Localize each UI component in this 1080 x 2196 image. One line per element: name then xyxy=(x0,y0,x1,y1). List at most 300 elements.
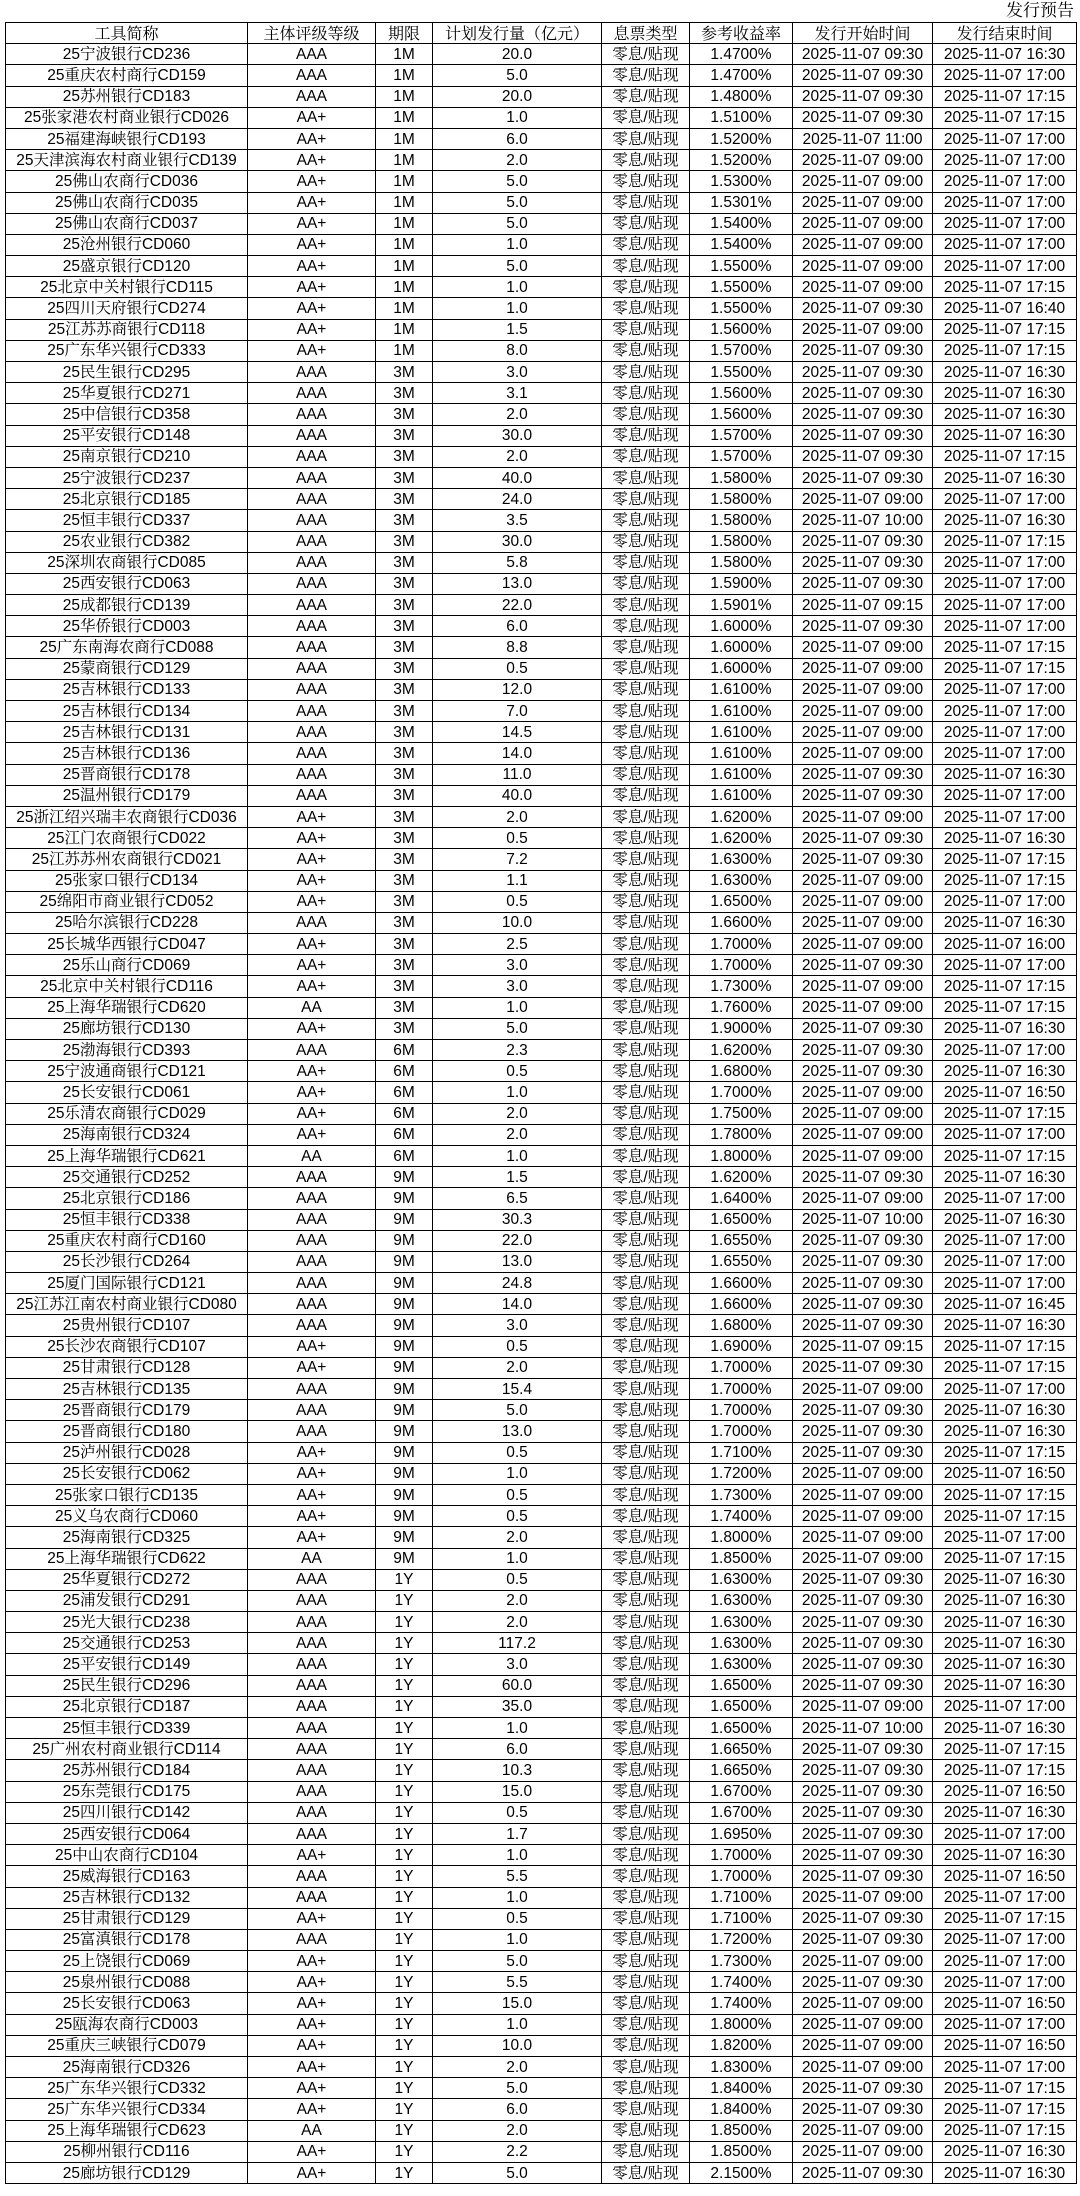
cell-term: 1Y xyxy=(376,2014,433,2035)
cell-term: 3M xyxy=(376,616,433,637)
cell-planned-amount: 6.0 xyxy=(433,128,602,149)
cell-instrument: 25佛山农商行CD036 xyxy=(6,171,248,192)
cell-reference-yield: 1.5600% xyxy=(690,404,793,425)
table-row xyxy=(6,65,1077,86)
cell-start-time: 2025-11-07 09:30 xyxy=(793,2099,933,2120)
cell-planned-amount: 0.5 xyxy=(433,891,602,912)
cell-instrument: 25长安银行CD063 xyxy=(6,1993,248,2014)
table-row xyxy=(6,573,1077,594)
cell-start-time: 2025-11-07 09:00 xyxy=(793,658,933,679)
cell-reference-yield: 1.7400% xyxy=(690,1506,793,1527)
cell-planned-amount: 0.5 xyxy=(433,1569,602,1590)
cell-start-time: 2025-11-07 09:00 xyxy=(793,1887,933,1908)
cell-term: 3M xyxy=(376,404,433,425)
cell-planned-amount: 20.0 xyxy=(433,44,602,65)
cell-reference-yield: 1.5500% xyxy=(690,362,793,383)
cell-end-time: 2025-11-07 17:00 xyxy=(933,806,1077,827)
cell-end-time: 2025-11-07 17:00 xyxy=(933,1188,1077,1209)
cell-rating: AA xyxy=(248,2120,376,2141)
cell-rating: AAA xyxy=(248,658,376,679)
cell-planned-amount: 13.0 xyxy=(433,573,602,594)
cell-instrument: 25重庆农村商行CD159 xyxy=(6,65,248,86)
cell-start-time: 2025-11-07 09:30 xyxy=(793,1929,933,1950)
cell-planned-amount: 1.7 xyxy=(433,1823,602,1844)
cell-start-time: 2025-11-07 09:00 xyxy=(793,1188,933,1209)
cell-end-time: 2025-11-07 17:00 xyxy=(933,1040,1077,1061)
cell-term: 9M xyxy=(376,1548,433,1569)
cell-term: 1M xyxy=(376,298,433,319)
cell-instrument: 25张家港农村商业银行CD026 xyxy=(6,107,248,128)
cell-rating: AAA xyxy=(248,1696,376,1717)
table-row xyxy=(6,743,1077,764)
cell-term: 9M xyxy=(376,1209,433,1230)
cell-start-time: 2025-11-07 09:15 xyxy=(793,1336,933,1357)
cell-instrument: 25佛山农商行CD037 xyxy=(6,213,248,234)
cell-rating: AAA xyxy=(248,1929,376,1950)
cell-end-time: 2025-11-07 17:15 xyxy=(933,1103,1077,1124)
cell-end-time: 2025-11-07 17:15 xyxy=(933,976,1077,997)
cell-start-time: 2025-11-07 09:30 xyxy=(793,1273,933,1294)
cell-end-time: 2025-11-07 17:15 xyxy=(933,1442,1077,1463)
table-row xyxy=(6,976,1077,997)
cell-instrument: 25福建海峡银行CD193 xyxy=(6,128,248,149)
cell-rating: AAA xyxy=(248,701,376,722)
cell-start-time: 2025-11-07 09:30 xyxy=(793,65,933,86)
cell-end-time: 2025-11-07 16:30 xyxy=(933,1167,1077,1188)
cell-reference-yield: 1.7000% xyxy=(690,1421,793,1442)
cell-end-time: 2025-11-07 17:00 xyxy=(933,213,1077,234)
cell-coupon-type: 零息/贴现 xyxy=(602,192,690,213)
cell-coupon-type: 零息/贴现 xyxy=(602,1675,690,1696)
cell-end-time: 2025-11-07 17:15 xyxy=(933,1739,1077,1760)
cell-instrument: 25贵州银行CD107 xyxy=(6,1315,248,1336)
cell-start-time: 2025-11-07 09:00 xyxy=(793,2035,933,2056)
cell-coupon-type: 零息/贴现 xyxy=(602,552,690,573)
cell-term: 3M xyxy=(376,362,433,383)
cell-term: 1Y xyxy=(376,1802,433,1823)
table-row xyxy=(6,1739,1077,1760)
table-row xyxy=(6,849,1077,870)
cell-rating: AA+ xyxy=(248,955,376,976)
cell-end-time: 2025-11-07 16:30 xyxy=(933,764,1077,785)
cell-reference-yield: 1.8400% xyxy=(690,2078,793,2099)
table-row xyxy=(6,2099,1077,2120)
cell-instrument: 25民生银行CD296 xyxy=(6,1675,248,1696)
cell-planned-amount: 5.0 xyxy=(433,192,602,213)
cell-coupon-type: 零息/贴现 xyxy=(602,319,690,340)
cell-start-time: 2025-11-07 09:30 xyxy=(793,955,933,976)
cell-coupon-type: 零息/贴现 xyxy=(602,785,690,806)
cell-term: 9M xyxy=(376,1527,433,1548)
table-row xyxy=(6,340,1077,361)
cell-term: 1Y xyxy=(376,1845,433,1866)
cell-term: 3M xyxy=(376,701,433,722)
cell-rating: AAA xyxy=(248,785,376,806)
cell-term: 3M xyxy=(376,573,433,594)
table-row xyxy=(6,1675,1077,1696)
cell-reference-yield: 1.6500% xyxy=(690,1675,793,1696)
cell-planned-amount: 6.5 xyxy=(433,1188,602,1209)
cell-reference-yield: 1.8000% xyxy=(690,1527,793,1548)
cell-start-time: 2025-11-07 09:30 xyxy=(793,298,933,319)
cell-start-time: 2025-11-07 09:30 xyxy=(793,446,933,467)
cell-instrument: 25浦发银行CD291 xyxy=(6,1590,248,1611)
table-row xyxy=(6,277,1077,298)
cell-end-time: 2025-11-07 17:00 xyxy=(933,595,1077,616)
cell-reference-yield: 1.7500% xyxy=(690,1103,793,1124)
cell-start-time: 2025-11-07 09:30 xyxy=(793,1061,933,1082)
cell-start-time: 2025-11-07 09:30 xyxy=(793,86,933,107)
cell-start-time: 2025-11-07 09:30 xyxy=(793,1675,933,1696)
table-row xyxy=(6,1802,1077,1823)
cell-reference-yield: 2.1500% xyxy=(690,2162,793,2183)
cell-planned-amount: 40.0 xyxy=(433,785,602,806)
table-row xyxy=(6,1124,1077,1145)
cell-rating: AAA xyxy=(248,1251,376,1272)
table-row xyxy=(6,637,1077,658)
table-row xyxy=(6,1887,1077,1908)
cell-instrument: 25瓯海农商行CD003 xyxy=(6,2014,248,2035)
cell-rating: AAA xyxy=(248,404,376,425)
cell-rating: AA+ xyxy=(248,849,376,870)
cell-start-time: 2025-11-07 09:30 xyxy=(793,1357,933,1378)
cell-planned-amount: 0.5 xyxy=(433,1336,602,1357)
cell-instrument: 25江苏苏商银行CD118 xyxy=(6,319,248,340)
cell-planned-amount: 30.0 xyxy=(433,425,602,446)
cell-coupon-type: 零息/贴现 xyxy=(602,806,690,827)
table-row xyxy=(6,1040,1077,1061)
cell-planned-amount: 1.0 xyxy=(433,298,602,319)
cell-start-time: 2025-11-07 09:30 xyxy=(793,1781,933,1802)
cell-instrument: 25晋商银行CD178 xyxy=(6,764,248,785)
cell-planned-amount: 0.5 xyxy=(433,828,602,849)
cell-planned-amount: 15.4 xyxy=(433,1379,602,1400)
cell-start-time: 2025-11-07 10:00 xyxy=(793,1209,933,1230)
cell-planned-amount: 5.0 xyxy=(433,1951,602,1972)
cell-coupon-type: 零息/贴现 xyxy=(602,1400,690,1421)
cell-instrument: 25上海华瑞银行CD621 xyxy=(6,1145,248,1166)
cell-instrument: 25成都银行CD139 xyxy=(6,595,248,616)
cell-reference-yield: 1.6300% xyxy=(690,1633,793,1654)
cell-instrument: 25苏州银行CD183 xyxy=(6,86,248,107)
cell-rating: AA+ xyxy=(248,934,376,955)
cell-start-time: 2025-11-07 09:00 xyxy=(793,870,933,891)
cell-reference-yield: 1.6100% xyxy=(690,764,793,785)
cell-rating: AA+ xyxy=(248,256,376,277)
cell-start-time: 2025-11-07 09:00 xyxy=(793,1145,933,1166)
cell-end-time: 2025-11-07 17:00 xyxy=(933,722,1077,743)
cell-reference-yield: 1.7000% xyxy=(690,1866,793,1887)
cell-rating: AAA xyxy=(248,1590,376,1611)
cell-instrument: 25廊坊银行CD129 xyxy=(6,2162,248,2183)
cell-coupon-type: 零息/贴现 xyxy=(602,2035,690,2056)
cell-term: 3M xyxy=(376,870,433,891)
cell-start-time: 2025-11-07 09:00 xyxy=(793,2014,933,2035)
cell-instrument: 25威海银行CD163 xyxy=(6,1866,248,1887)
cell-planned-amount: 1.0 xyxy=(433,1845,602,1866)
table-row xyxy=(6,1103,1077,1124)
cell-term: 1M xyxy=(376,340,433,361)
cell-term: 1Y xyxy=(376,1590,433,1611)
cell-term: 3M xyxy=(376,828,433,849)
cell-start-time: 2025-11-07 09:00 xyxy=(793,2120,933,2141)
cell-term: 1Y xyxy=(376,1951,433,1972)
cell-coupon-type: 零息/贴现 xyxy=(602,1908,690,1929)
cell-instrument: 25重庆三峡银行CD079 xyxy=(6,2035,248,2056)
cell-start-time: 2025-11-07 09:00 xyxy=(793,1548,933,1569)
cell-reference-yield: 1.5800% xyxy=(690,489,793,510)
cell-planned-amount: 14.0 xyxy=(433,743,602,764)
cell-coupon-type: 零息/贴现 xyxy=(602,298,690,319)
cell-rating: AAA xyxy=(248,1887,376,1908)
cell-start-time: 2025-11-07 09:00 xyxy=(793,1463,933,1484)
cell-instrument: 25农业银行CD382 xyxy=(6,531,248,552)
table-row xyxy=(6,1273,1077,1294)
cell-rating: AA+ xyxy=(248,1103,376,1124)
table-row xyxy=(6,1421,1077,1442)
cell-planned-amount: 2.5 xyxy=(433,934,602,955)
cell-term: 3M xyxy=(376,425,433,446)
cell-instrument: 25恒丰银行CD337 xyxy=(6,510,248,531)
cell-instrument: 25海南银行CD324 xyxy=(6,1124,248,1145)
cell-term: 3M xyxy=(376,510,433,531)
cell-coupon-type: 零息/贴现 xyxy=(602,234,690,255)
cell-coupon-type: 零息/贴现 xyxy=(602,828,690,849)
cell-start-time: 2025-11-07 09:30 xyxy=(793,1760,933,1781)
cell-instrument: 25宁波银行CD237 xyxy=(6,467,248,488)
cell-end-time: 2025-11-07 17:15 xyxy=(933,1357,1077,1378)
cell-planned-amount: 1.0 xyxy=(433,1548,602,1569)
cell-start-time: 2025-11-07 09:30 xyxy=(793,1167,933,1188)
cell-planned-amount: 3.0 xyxy=(433,362,602,383)
cell-planned-amount: 0.5 xyxy=(433,1908,602,1929)
cell-instrument: 25上海华瑞银行CD623 xyxy=(6,2120,248,2141)
cell-instrument: 25交通银行CD252 xyxy=(6,1167,248,1188)
cell-coupon-type: 零息/贴现 xyxy=(602,743,690,764)
cell-term: 1M xyxy=(376,277,433,298)
cell-start-time: 2025-11-07 09:30 xyxy=(793,1315,933,1336)
cell-term: 1Y xyxy=(376,1612,433,1633)
cell-coupon-type: 零息/贴现 xyxy=(602,150,690,171)
cell-coupon-type: 零息/贴现 xyxy=(602,1251,690,1272)
cell-rating: AAA xyxy=(248,573,376,594)
cell-planned-amount: 3.0 xyxy=(433,1654,602,1675)
cell-reference-yield: 1.5800% xyxy=(690,467,793,488)
cell-term: 1M xyxy=(376,319,433,340)
cell-planned-amount: 30.3 xyxy=(433,1209,602,1230)
cell-term: 9M xyxy=(376,1379,433,1400)
cell-end-time: 2025-11-07 17:15 xyxy=(933,1145,1077,1166)
table-row xyxy=(6,213,1077,234)
table-row xyxy=(6,1209,1077,1230)
cell-term: 1M xyxy=(376,192,433,213)
cell-term: 3M xyxy=(376,934,433,955)
cell-start-time: 2025-11-07 09:30 xyxy=(793,1845,933,1866)
cell-instrument: 25重庆农村商行CD160 xyxy=(6,1230,248,1251)
cell-coupon-type: 零息/贴现 xyxy=(602,1718,690,1739)
cell-term: 6M xyxy=(376,1040,433,1061)
cell-term: 1Y xyxy=(376,1908,433,1929)
cell-start-time: 2025-11-07 09:00 xyxy=(793,1527,933,1548)
cell-instrument: 25江苏江南农村商业银行CD080 xyxy=(6,1294,248,1315)
cell-term: 1M xyxy=(376,171,433,192)
cell-reference-yield: 1.6900% xyxy=(690,1336,793,1357)
cell-end-time: 2025-11-07 17:00 xyxy=(933,192,1077,213)
cell-planned-amount: 2.0 xyxy=(433,1103,602,1124)
cell-planned-amount: 10.0 xyxy=(433,2035,602,2056)
cell-start-time: 2025-11-07 09:30 xyxy=(793,1972,933,1993)
table-row xyxy=(6,467,1077,488)
table-row xyxy=(6,192,1077,213)
cell-start-time: 2025-11-07 09:00 xyxy=(793,319,933,340)
cell-end-time: 2025-11-07 17:15 xyxy=(933,340,1077,361)
cell-term: 3M xyxy=(376,383,433,404)
table-row xyxy=(6,1379,1077,1400)
cell-end-time: 2025-11-07 17:15 xyxy=(933,86,1077,107)
cell-start-time: 2025-11-07 09:00 xyxy=(793,1696,933,1717)
col-header-coupon-type: 息票类型 xyxy=(602,23,690,44)
cell-planned-amount: 1.0 xyxy=(433,1718,602,1739)
cell-term: 1Y xyxy=(376,2035,433,2056)
cell-rating: AAA xyxy=(248,616,376,637)
cell-planned-amount: 14.0 xyxy=(433,1294,602,1315)
cell-rating: AAA xyxy=(248,1209,376,1230)
cell-reference-yield: 1.6300% xyxy=(690,1590,793,1611)
cell-rating: AAA xyxy=(248,489,376,510)
cell-reference-yield: 1.6100% xyxy=(690,785,793,806)
cell-start-time: 2025-11-07 09:00 xyxy=(793,277,933,298)
table-row xyxy=(6,298,1077,319)
cell-coupon-type: 零息/贴现 xyxy=(602,891,690,912)
cell-reference-yield: 1.6650% xyxy=(690,1760,793,1781)
cell-instrument: 25哈尔滨银行CD228 xyxy=(6,912,248,933)
cell-reference-yield: 1.6100% xyxy=(690,743,793,764)
table-row xyxy=(6,2057,1077,2078)
cell-rating: AAA xyxy=(248,1866,376,1887)
table-row xyxy=(6,2141,1077,2162)
cell-coupon-type: 零息/贴现 xyxy=(602,2120,690,2141)
cell-coupon-type: 零息/贴现 xyxy=(602,1972,690,1993)
cell-end-time: 2025-11-07 17:15 xyxy=(933,1506,1077,1527)
cell-planned-amount: 40.0 xyxy=(433,467,602,488)
cell-term: 1Y xyxy=(376,1739,433,1760)
cell-planned-amount: 5.0 xyxy=(433,213,602,234)
cell-coupon-type: 零息/贴现 xyxy=(602,489,690,510)
cell-term: 1Y xyxy=(376,2141,433,2162)
table-body xyxy=(6,44,1077,2184)
cell-term: 1Y xyxy=(376,2120,433,2141)
cell-planned-amount: 13.0 xyxy=(433,1421,602,1442)
cell-instrument: 25华侨银行CD003 xyxy=(6,616,248,637)
cell-start-time: 2025-11-07 09:00 xyxy=(793,997,933,1018)
cell-start-time: 2025-11-07 09:00 xyxy=(793,743,933,764)
cell-coupon-type: 零息/贴现 xyxy=(602,2099,690,2120)
cell-start-time: 2025-11-07 09:30 xyxy=(793,1908,933,1929)
cell-start-time: 2025-11-07 09:30 xyxy=(793,340,933,361)
table-row xyxy=(6,1018,1077,1039)
cell-instrument: 25广东华兴银行CD334 xyxy=(6,2099,248,2120)
cell-reference-yield: 1.7000% xyxy=(690,934,793,955)
cell-instrument: 25广州农村商业银行CD114 xyxy=(6,1739,248,1760)
cell-rating: AAA xyxy=(248,44,376,65)
cell-coupon-type: 零息/贴现 xyxy=(602,1209,690,1230)
cell-instrument: 25光大银行CD238 xyxy=(6,1612,248,1633)
cell-instrument: 25恒丰银行CD339 xyxy=(6,1718,248,1739)
cell-end-time: 2025-11-07 17:00 xyxy=(933,552,1077,573)
cell-start-time: 2025-11-07 09:30 xyxy=(793,1230,933,1251)
cell-coupon-type: 零息/贴现 xyxy=(602,1145,690,1166)
table-row xyxy=(6,1908,1077,1929)
table-row xyxy=(6,1633,1077,1654)
cell-coupon-type: 零息/贴现 xyxy=(602,870,690,891)
cell-end-time: 2025-11-07 17:15 xyxy=(933,870,1077,891)
cell-rating: AAA xyxy=(248,764,376,785)
cell-start-time: 2025-11-07 09:30 xyxy=(793,1251,933,1272)
cell-coupon-type: 零息/贴现 xyxy=(602,701,690,722)
cell-term: 3M xyxy=(376,785,433,806)
table-row xyxy=(6,764,1077,785)
cell-rating: AA+ xyxy=(248,891,376,912)
cell-coupon-type: 零息/贴现 xyxy=(602,383,690,404)
cell-instrument: 25苏州银行CD184 xyxy=(6,1760,248,1781)
cell-planned-amount: 24.0 xyxy=(433,489,602,510)
cell-reference-yield: 1.6500% xyxy=(690,1718,793,1739)
cell-start-time: 2025-11-07 09:00 xyxy=(793,934,933,955)
cell-instrument: 25泉州银行CD088 xyxy=(6,1972,248,1993)
cell-rating: AA+ xyxy=(248,2078,376,2099)
cell-coupon-type: 零息/贴现 xyxy=(602,1188,690,1209)
cell-reference-yield: 1.6400% xyxy=(690,1188,793,1209)
table-row xyxy=(6,44,1077,65)
cell-end-time: 2025-11-07 17:00 xyxy=(933,955,1077,976)
table-row xyxy=(6,171,1077,192)
cell-rating: AA+ xyxy=(248,1527,376,1548)
cell-term: 9M xyxy=(376,1188,433,1209)
cell-coupon-type: 零息/贴现 xyxy=(602,1315,690,1336)
cell-instrument: 25恒丰银行CD338 xyxy=(6,1209,248,1230)
cell-start-time: 2025-11-07 09:30 xyxy=(793,849,933,870)
cell-instrument: 25民生银行CD295 xyxy=(6,362,248,383)
cell-instrument: 25张家口银行CD134 xyxy=(6,870,248,891)
cell-instrument: 25华夏银行CD271 xyxy=(6,383,248,404)
cell-reference-yield: 1.6550% xyxy=(690,1251,793,1272)
cell-term: 9M xyxy=(376,1463,433,1484)
cell-instrument: 25北京银行CD187 xyxy=(6,1696,248,1717)
cell-instrument: 25宁波通商银行CD121 xyxy=(6,1061,248,1082)
cell-reference-yield: 1.4800% xyxy=(690,86,793,107)
table-row xyxy=(6,1506,1077,1527)
cell-planned-amount: 1.0 xyxy=(433,1463,602,1484)
cell-instrument: 25上饶银行CD069 xyxy=(6,1951,248,1972)
cell-coupon-type: 零息/贴现 xyxy=(602,912,690,933)
cell-reference-yield: 1.7300% xyxy=(690,1484,793,1505)
cell-instrument: 25吉林银行CD134 xyxy=(6,701,248,722)
cell-planned-amount: 2.0 xyxy=(433,150,602,171)
cell-instrument: 25吉林银行CD135 xyxy=(6,1379,248,1400)
cell-end-time: 2025-11-07 17:00 xyxy=(933,1379,1077,1400)
cell-end-time: 2025-11-07 17:15 xyxy=(933,1908,1077,1929)
cell-reference-yield: 1.6200% xyxy=(690,1167,793,1188)
cell-coupon-type: 零息/贴现 xyxy=(602,1484,690,1505)
cell-end-time: 2025-11-07 17:00 xyxy=(933,2014,1077,2035)
cell-rating: AA+ xyxy=(248,1357,376,1378)
cell-planned-amount: 3.0 xyxy=(433,955,602,976)
cell-coupon-type: 零息/贴现 xyxy=(602,1506,690,1527)
cell-reference-yield: 1.7200% xyxy=(690,1929,793,1950)
cell-term: 9M xyxy=(376,1315,433,1336)
cell-reference-yield: 1.8500% xyxy=(690,2120,793,2141)
cell-rating: AA+ xyxy=(248,107,376,128)
